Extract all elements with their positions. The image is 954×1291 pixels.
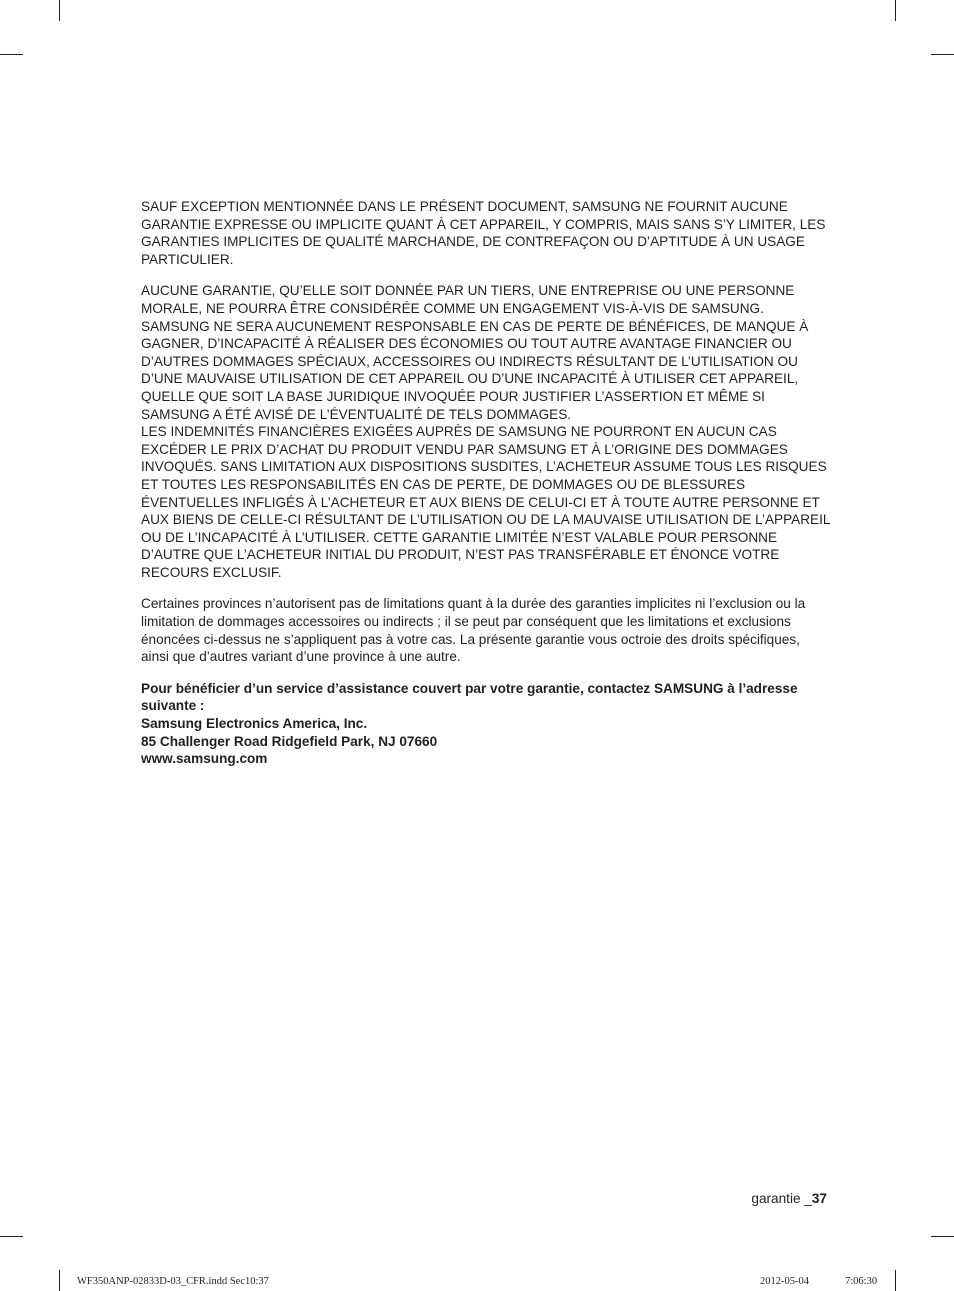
page-number: 37	[811, 1191, 827, 1206]
crop-mark	[895, 1270, 896, 1291]
page-footer	[751, 1191, 827, 1206]
indemnity-paragraph: LES INDEMNITÉS FINANCIÈRES EXIGÉES AUPRÈS DE SAMSUNG NE POURRONT EN AUCUN CAS EXCÉDER LE PRIX D’ACHAT DU PRODUIT VENDU PAR SAMSUNG ET À L’ORIGINE DES DOMMAGES INVOQUÉS. SANS LIMITATION AUX DISPOSITIONS SUSDITES, L’ACHETEUR ASSUME TOUS LES RISQUES ET TOUTES LES RESPONSABILITÉS EN CAS DE PERTE, DE DOMMAGES OU DE BLESSURES ÉVENTUELLES INFLIGÉS À L’ACHETEUR ET AUX BIENS DE CELUI-CI ET À TOUTE AUTRE PERSONNE ET AUX BIENS DE CELLE-CI RÉSULTANT DE L’UTILISATION OU DE LA MAUVAISE UTILISATION DE L’APPAREIL OU DE L’INCAPACITÉ À L’UTILISER. CETTE GARANTIE LIMITÉE N’EST VALABLE POUR PERSONNE D’AUTRE QUE L’ACHETEUR INITIAL DU PRODUIT, N’EST PAS TRANSFÉRABLE ET ÉNONCE VOTRE RECOURS EXCLUSIF.	[141, 424, 830, 580]
crop-mark	[931, 1236, 954, 1237]
slug-file: WF350ANP-02833D-03_CFR.indd Sec10:37	[77, 1276, 269, 1287]
crop-mark	[0, 1236, 23, 1237]
contact-intro: Pour bénéficier d’un service d’assistance couvert par votre garantie, contactez SAMSUNG à l’adresse suivante :	[141, 680, 798, 714]
provinces-paragraph: Certaines provinces n’autorisent pas de limitations quant à la durée des garanties implicites ni l’exclusion ou la limitation de dommages accessoires ou indirects ; il se peut par conséquent que les limitations et exclusions énoncées ci-dessus ne s’appliquent pas à votre cas. La présente garantie vous octroie des droits spécifiques, ainsi que d’autres variant d’une province à une autre.	[141, 596, 806, 665]
section-label: garantie _	[751, 1191, 812, 1206]
company-name: Samsung Electronics America, Inc.	[141, 716, 368, 732]
warranty-text	[141, 198, 831, 768]
crop-mark	[0, 54, 23, 55]
liability-paragraph: AUCUNE GARANTIE, QU’ELLE SOIT DONNÉE PAR UN TIERS, UNE ENTREPRISE OU UNE PERSONNE MORALE, NE POURRA ÊTRE CONSIDÉRÉE COMME UN ENGAGEMENT VIS-À-VIS DE SAMSUNG. SAMSUNG NE SERA AUCUNEMENT RESPONSABLE EN CAS DE PERTE DE BÉNÉFICES, DE MANQUE À GAGNER, D’INCAPACITÉ À RÉALISER DES ÉCONOMIES OU TOUT AUTRE AVANTAGE FINANCIER OU D’AUTRES DOMMAGES SPÉCIAUX, ACCESSOIRES OU INDIRECTS RÉSULTANT DE L’UTILISATION OU D’UNE MAUVAISE UTILISATION DE CET APPAREIL OU D’UNE INCAPACITÉ À UTILISER CET APPAREIL, QUELLE QUE SOIT LA BASE JURIDIQUE INVOQUÉE POUR JUSTIFIER L’ASSERTION ET MÊME SI SAMSUNG A ÉTÉ AVISÉ DE L’ÉVENTUALITÉ DE TELS DOMMAGES.	[141, 283, 809, 422]
crop-mark	[59, 1270, 60, 1291]
crop-mark	[59, 0, 60, 21]
crop-mark	[931, 54, 954, 55]
disclaimer-paragraph: SAUF EXCEPTION MENTIONNÉE DANS LE PRÉSENT DOCUMENT, SAMSUNG NE FOURNIT AUCUNE GARANTIE EXPRESSE OU IMPLICITE QUANT À CET APPAREIL, Y COMPRIS, MAIS SANS S’Y LIMITER, LES GARANTIES IMPLICITES DE QUALITÉ MARCHANDE, DE CONTREFAÇON OU D’APTITUDE À UN USAGE PARTICULIER.	[141, 199, 826, 267]
slug-date: 2012-05-04	[760, 1276, 809, 1287]
company-address: 85 Challenger Road Ridgefield Park, NJ 07660	[141, 733, 438, 749]
slug-time: 7:06:30	[845, 1276, 878, 1287]
website-link[interactable]: www.samsung.com	[141, 751, 268, 767]
crop-mark	[895, 0, 896, 21]
